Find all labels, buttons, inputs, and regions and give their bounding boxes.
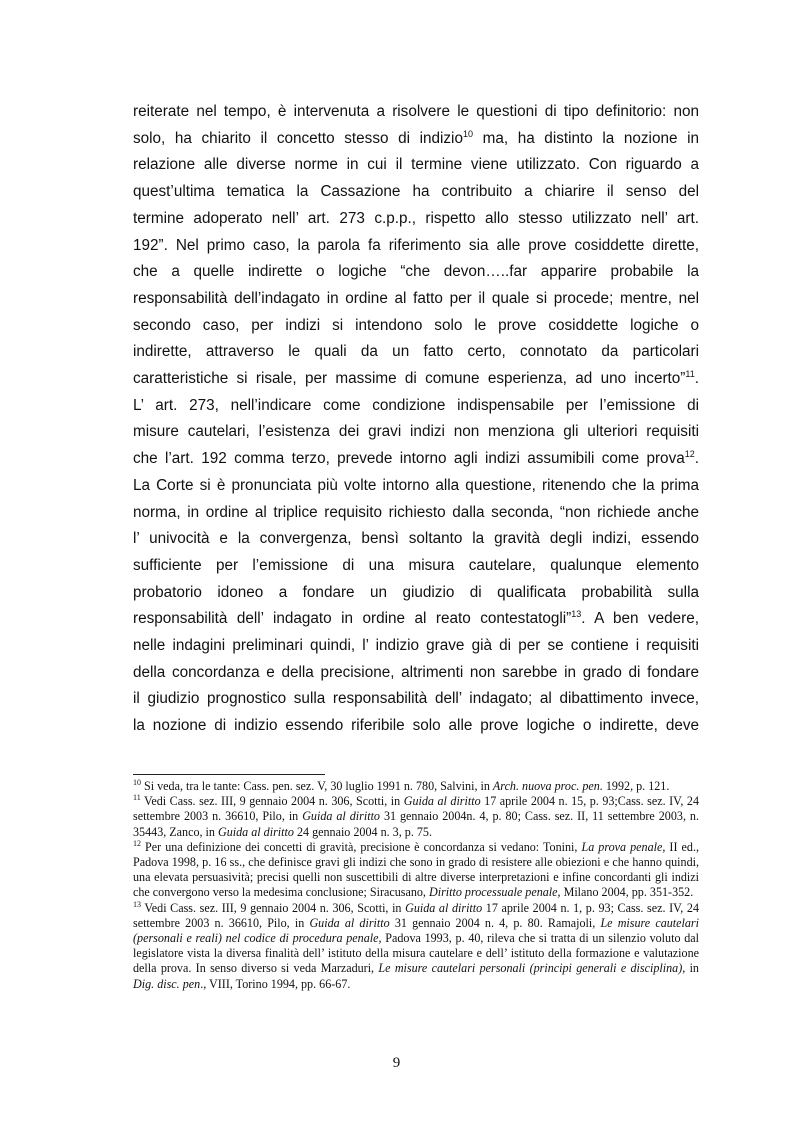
footnote-12: [133, 840, 699, 901]
body-line-text: .: [694, 450, 699, 468]
body-line: misure cautelari, l’esistenza dei gravi indizi non menziona gli ulteriori requisiti: [133, 423, 699, 441]
body-line: L’ art. 273, nell’indicare come condizione indispensabile per l’emissione di: [133, 396, 699, 414]
footnote-ref-13[interactable]: 13: [571, 609, 582, 620]
body-line-text: solo, ha chiarito il concetto stesso di indizio: [133, 129, 463, 147]
footnote-italic: Guida al diritto: [403, 794, 481, 809]
footnote-italic: Dig. disc. pen: [133, 976, 201, 991]
body-line-text: . A ben vedere,: [581, 610, 700, 628]
body-line: quest’ultima tematica la Cassazione ha contribuito a chiarire il senso del: [133, 183, 699, 201]
footnote-text: 31 gennaio 2004 n. 4, p. 80. Ramajoli,: [389, 915, 601, 930]
body-paragraph: [133, 99, 699, 740]
footnote-text: Milano 2004, pp. 351-352.: [560, 885, 694, 900]
footnote-italic: Le misure cautelari personali (principi generali e disciplina): [378, 961, 683, 976]
footnote-number: 11: [133, 793, 141, 803]
footnote-text: Vedi Cass. sez. III, 9 gennaio 2004 n. 306, Scotti, in: [140, 794, 404, 809]
body-line: reiterate nel tempo, è intervenuta a risolvere le questioni di tipo definitorio: non: [133, 103, 699, 120]
footnote-text: , in: [682, 961, 699, 976]
body-line: probatorio idoneo a fondare un giudizio di qualificata probabilità sulla: [133, 583, 699, 601]
body-line: che a quelle indirette o logiche “che devon…..far apparire probabile la: [133, 263, 699, 281]
footnote-italic: Guida al diritto: [217, 824, 294, 839]
footnote-italic: Le misure cautelari (personali e reali) nel codice di procedura penale,: [133, 915, 699, 946]
body-line: [133, 446, 699, 473]
footnote-11: [133, 794, 699, 840]
footnotes: [133, 779, 699, 992]
footnote-text: Per una definizione dei concetti di gravità, precisione è concordanza si vedano: Tonini,: [141, 839, 582, 854]
footnote-text: 31 gennaio 2004n. 4, p. 80; Cass. sez. II, 11 settembre 2003, n. 35443, Zanco, in: [133, 809, 699, 839]
body-line: relazione alle diverse norme in cui il termine viene utilizzato. Con riguardo a: [133, 156, 699, 174]
body-line: 192”. Nel primo caso, la parola fa riferimento sia alle prove cosiddette dirette,: [133, 236, 699, 254]
footnote-number: 13: [133, 899, 141, 909]
footnote-ref-11[interactable]: 11: [685, 368, 695, 379]
body-line: la nozione di indizio essendo riferibile solo alle prove logiche o indirette, deve: [133, 717, 699, 735]
body-line: termine adoperato nell’ art. 273 c.p.p., rispetto allo stesso utilizzato nell’ art.: [133, 209, 699, 227]
footnote-italic: Diritto processuale penale,: [428, 885, 561, 900]
body-line-text: responsabilità dell’ indagato in ordine al reato contestatogli”: [133, 610, 572, 628]
footnote-italic: Arch. nuova proc. pen.: [492, 779, 603, 793]
footnote-text: 1992, p. 121.: [602, 779, 670, 793]
footnote-number: 10: [133, 777, 141, 787]
body-line-text: .: [694, 370, 699, 388]
footnote-text: Padova 1993, p. 40, rileva che si tratta di un silenzio voluto dal legislatore vista la diversa finalità dell’ istituto della misura cautelare e dell’ istituto della formazione e valutazione della prova. In senso diverso si veda Marzaduri,: [133, 931, 699, 976]
footnote-text: II ed., Padova 1998, p. 16 ss., che definisce gravi gli indizi che sono in grado di resistere alle obiezioni e che hanno quindi, una elevata persuasività; precisi quelli non suscettibili di altre diverse interpretazioni e infine concordanti gli indizi che convergono verso la medesima conclusione; Siracusano,: [133, 839, 699, 900]
body-line: [133, 606, 699, 633]
body-line-text: che l’art. 192 comma terzo, prevede intorno agli indizi assumibili come prova: [133, 450, 685, 468]
body-line: [133, 366, 699, 393]
body-line: il giudizio prognostico sulla responsabilità dell’ indagato; al dibattimento invece,: [133, 690, 699, 708]
body-line-text: caratteristiche si risale, per massime di comune esperienza, ad uno incerto”: [133, 370, 686, 388]
body-line-text: ma, ha distinto la nozione in: [472, 129, 699, 147]
body-line: [133, 126, 699, 153]
body-line: indirette, attraverso le quali da un fatto certo, connotato da particolari: [133, 343, 699, 361]
body-line: sufficiente per l’emissione di una misura cautelare, qualunque elemento: [133, 556, 699, 574]
footnote-italic: Guida al diritto: [302, 809, 380, 824]
body-line: l’ univocità e la convergenza, bensì soltanto la gravità degli indizi, essendo: [133, 530, 699, 548]
footnote-italic: Guida al diritto: [405, 900, 483, 915]
footnote-separator: [133, 774, 325, 775]
body-line: norma, in ordine al triplice requisito richiesto dalla seconda, “non richiede anche: [133, 503, 699, 521]
page-number: 9: [392, 1055, 401, 1071]
footnote-ref-10[interactable]: 10: [462, 128, 473, 139]
body-line: nelle indagini preliminari quindi, l’ indizio grave già di per se contiene i requisiti: [133, 637, 699, 655]
body-line: secondo caso, per indizi si intendono solo le prove cosiddette logiche o: [133, 316, 699, 334]
footnote-10: [133, 779, 699, 794]
footnote-13: [133, 901, 699, 992]
footnote-italic: La prova penale,: [581, 839, 666, 854]
body-line: La Corte si è pronunciata più volte intorno alla questione, ritenendo che la prima: [133, 476, 699, 494]
footnote-italic: Guida al diritto: [309, 915, 390, 930]
footnote-text: 17 aprile 2004 n. 15, p. 93;Cass. sez. IV, 24 settembre 2003 n. 36610, Pilo, in: [133, 794, 699, 824]
footnote-text: Vedi Cass. sez. III, 9 gennaio 2004 n. 306, Scotti, in: [141, 900, 406, 915]
footnote-text: ., VIII, Torino 1994, pp. 66-67.: [200, 976, 351, 991]
footnote-number: 12: [133, 838, 141, 848]
body-line: responsabilità dell’indagato in ordine al fatto per il quale si procede; mentre, nel: [133, 289, 699, 307]
footnote-ref-12[interactable]: 12: [684, 449, 695, 460]
footnote-text: Si veda, tra le tante: Cass. pen. sez. V, 30 luglio 1991 n. 780, Salvini, in: [141, 779, 493, 793]
body-line: della concordanza e della precisione, altrimenti non sarebbe in grado di fondare: [133, 663, 699, 681]
footnote-text: 17 aprile 2004 n. 1, p. 93; Cass. sez. IV, 24 settembre 2003 n. 36610, Pilo, in: [133, 900, 700, 930]
footnote-text: 24 gennaio 2004 n. 3, p. 75.: [293, 824, 432, 839]
